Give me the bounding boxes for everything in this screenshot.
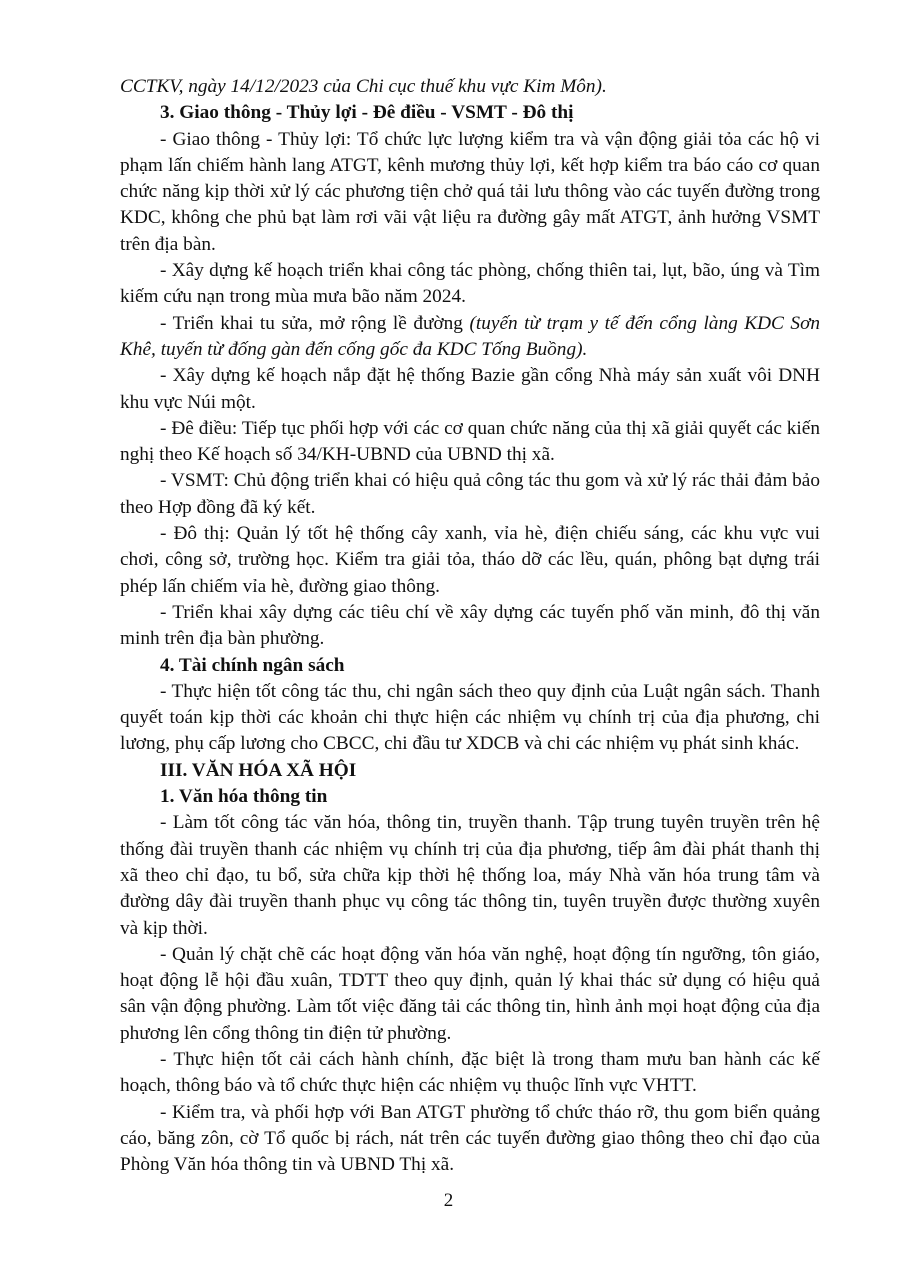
intro-continuation: CCTKV, ngày 14/12/2023 của Chi cục thuế khu vực Kim Môn). (120, 76, 607, 97)
section-3-paragraph: - Đê điều: Tiếp tục phối hợp với các cơ quan chức năng của thị xã giải quyết các kiến nghị theo Kế hoạch số 34/KH-UBND của UBND thị xã. (120, 417, 820, 466)
culture-paragraph: - Thực hiện tốt cải cách hành chính, đặc biệt là trong tham mưu ban hành các kế hoạch, thông báo và tổ chức thực hiện các nhiệm vụ thuộc lĩnh vực VHTT. (120, 1048, 820, 1097)
paragraph-italic-note: (tuyến từ trạm y tế đến cổng làng KDC Sơn Khê, tuyến từ đống gàn đến cống gốc đa KDC Tống Buồng). (120, 312, 820, 360)
culture-paragraph: - Quản lý chặt chẽ các hoạt động văn hóa văn nghệ, hoạt động tín ngưỡng, tôn giáo, hoạt động lễ hội đầu xuân, TDTT theo quy định, quản lý khai thác sử dụng có hiệu quả sân vận động phường. Làm tốt việc đăng tải các thông tin, hình ảnh mọi hoạt động của địa phương lên cổng thông tin điện tử phường. (120, 943, 820, 1044)
paragraph-lead: - Triển khai tu sửa, mở rộng lề đường (160, 312, 470, 334)
section-3-paragraph: - Xây dựng kế hoạch nắp đặt hệ thống Bazie gần cổng Nhà máy sản xuất vôi DNH khu vực Núi một. (120, 365, 820, 413)
section-3-paragraph: - Xây dựng kế hoạch triển khai công tác phòng, chống thiên tai, lụt, bão, úng và Tìm kiếm cứu nạn trong mùa mưa bão năm 2024. (120, 260, 820, 308)
section-4-heading: 4. Tài chính ngân sách (160, 654, 345, 676)
section-3-heading: 3. Giao thông - Thủy lợi - Đê điều - VSMT - Đô thị (160, 102, 574, 124)
culture-paragraph: - Kiểm tra, và phối hợp với Ban ATGT phường tổ chức tháo rỡ, thu gom biển quảng cáo, băng zôn, cờ Tổ quốc bị rách, nát trên các tuyến đường giao thông theo chỉ đạo của Phòng Văn hóa thông tin và UBND Thị xã. (120, 1101, 820, 1176)
section-3-paragraph: - Đô thị: Quản lý tốt hệ thống cây xanh, vỉa hè, điện chiếu sáng, các khu vực vui chơi, công sở, trường học. Kiểm tra giải tỏa, tháo dỡ các lều, quán, phông bạt dựng trái phép lấn chiếm vỉa hè, đường giao thông. (120, 523, 820, 597)
culture-paragraph: - Làm tốt công tác văn hóa, thông tin, truyền thanh. Tập trung tuyên truyền trên hệ thống đài truyền thanh các nhiệm vụ chính trị của địa phương, tiếp âm đài phát thanh thị xã theo chỉ đạo, tu bổ, sửa chữa kịp thời hệ thống loa, máy Nhà văn hóa trung tâm và đường dây đài truyền thanh phục vụ công tác thông tin, tuyên truyền được thường xuyên và kịp thời. (120, 812, 820, 939)
section-3-paragraph (120, 311, 820, 364)
section-4-paragraph: - Thực hiện tốt công tác thu, chi ngân sách theo quy định của Luật ngân sách. Thanh quyết toán kịp thời các khoản chi thực hiện các nhiệm vụ chính trị của địa phương, chi lương, phụ cấp lương cho CBCC, chi đầu tư XDCB và chi các nhiệm vụ phát sinh khác. (120, 680, 820, 755)
part-3-heading: III. VĂN HÓA XÃ HỘI (160, 759, 357, 781)
section-3-paragraph: - Triển khai xây dựng các tiêu chí về xây dựng các tuyến phố văn minh, đô thị văn minh trên địa bàn phường. (120, 601, 820, 650)
section-3-paragraph: - Giao thông - Thủy lợi: Tổ chức lực lượng kiểm tra và vận động giải tỏa các hộ vi phạm lấn chiếm hành lang ATGT, kênh mương thủy lợi, kết hợp kiểm tra báo cáo cơ quan chức năng kịp thời xử lý các phương tiện chở quá tải lưu thông vào các tuyến đường trong KDC, không che phủ bạt làm rơi vãi vật liệu ra đường gây mất ATGT, ảnh hưởng VSMT trên địa bàn. (120, 128, 820, 255)
section-3-paragraph: - VSMT: Chủ động triển khai có hiệu quả công tác thu gom và xử lý rác thải đảm bảo theo Hợp đồng đã ký kết. (120, 470, 820, 518)
document-body (120, 74, 820, 1178)
page-number: 2 (443, 1190, 454, 1211)
subsection-1-heading: 1. Văn hóa thông tin (160, 786, 328, 808)
